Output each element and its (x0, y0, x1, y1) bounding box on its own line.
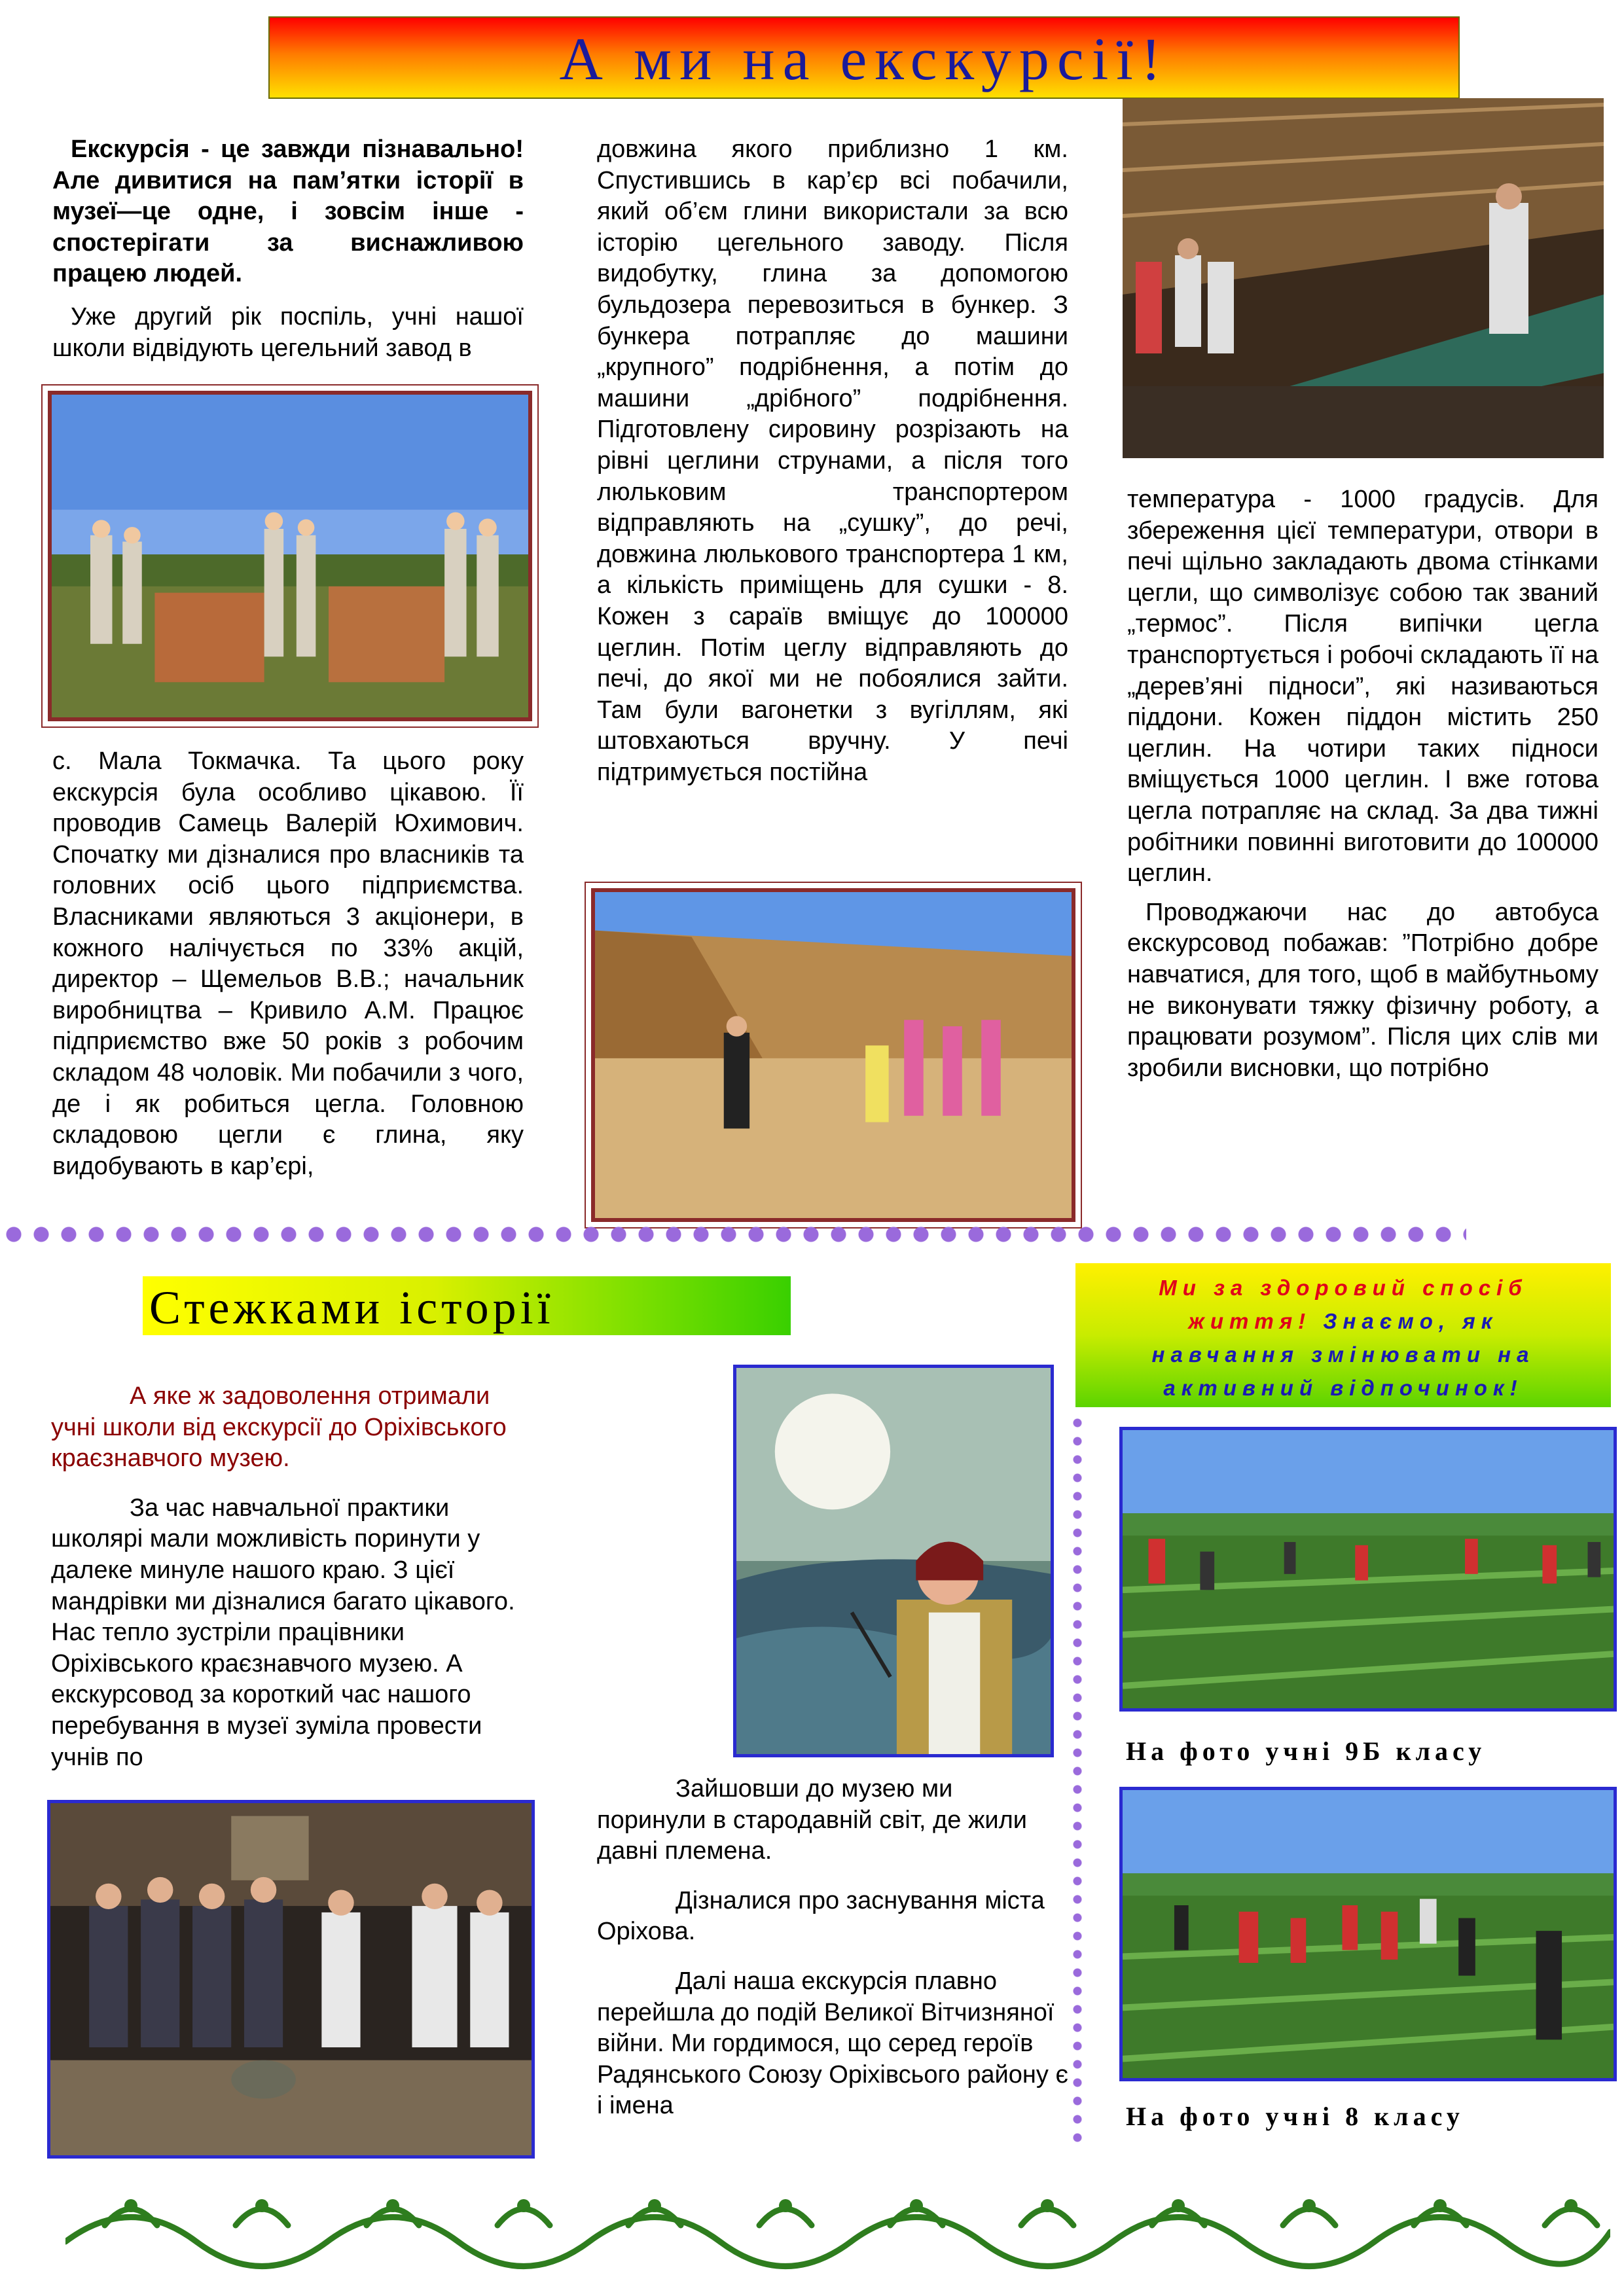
students-bricks-image (52, 395, 528, 717)
banner-text-red: життя! (1188, 1309, 1312, 1333)
banner-line (1075, 1371, 1611, 1405)
article-headline (268, 16, 1460, 99)
factory-interior-image (1123, 98, 1604, 458)
banner-text-blue: Знаємо, як (1323, 1309, 1498, 1333)
museum-guide-image (736, 1368, 1051, 1754)
article2-paragraph: Зайшовши до музею ми поринули в стародавній світ, де жили давні племена. (597, 1775, 1028, 1865)
photo-caption: На фото учні 9Б класу (1126, 1736, 1487, 1766)
field-work-image-2 (1123, 1790, 1614, 2078)
healthy-lifestyle-banner (1075, 1263, 1611, 1407)
field-work-image-1 (1123, 1430, 1614, 1708)
article1-column2 (597, 134, 1068, 788)
article2-lead: А яке ж задоволення отримали учні школи від екскурсії до Оріхівського краєзнавчого музею. (51, 1382, 507, 1473)
article2-paragraph: За час навчальної практики школярі мали можливість поринути у далеке минуле нашого краю. З цієї мандрівки ми дізналися багато цікавого. Нас тепло зустріли працівники Оріхівського краєзнавчого музею. А екскурсовод за короткий час нашого перебування в музеї зуміла провести учнів по (51, 1494, 515, 1771)
section-headline-text: Стежками історії (149, 1282, 554, 1334)
vertical-dotted-divider (1068, 1414, 1087, 2147)
section-headline (143, 1276, 791, 1335)
photo-caption: На фото учні 8 класу (1126, 2102, 1464, 2131)
article1-paragraph: с. Мала Токмачка. Та цього року екскурсія була особливо цікавою. Її проводив Самець Валерій Юхимович. Спочатку ми дізналися про власників та головних осіб цього підприємства. Власниками являються 3 акціонери, в кожного налічується по 33% акцій, директор – Щемельов В.В.; начальник виробництва – Кривило А.М. Працює підприємство вже 50 років з робочим складом 48 чоловік. Ми побачили з чого, де і як робиться цегла. Головною складовою цегли є глина, яку видобувають в кар’єрі, (52, 747, 524, 1180)
article1-paragraph: Проводжаючи нас до автобуса екскурсовод побажав: ”Потрібно добре навчатися, для того, щоб в майбутньому не виконувати тяжку фізичну роботу, а працювати розумом”. Після цих слів ми зробили висновки, що потрібно (1127, 898, 1598, 1082)
article-headline-text: А ми на екскурсії! (559, 26, 1169, 92)
banner-line (1075, 1271, 1611, 1304)
article1-column1-bottom (52, 746, 524, 1182)
banner-line (1075, 1338, 1611, 1371)
banner-text-blue: активний відпочинок! (1163, 1376, 1523, 1400)
article1-paragraph: довжина якого приблизно 1 км. Спустившись в кар’єр всі побачили, який об’єм глини використали за всю історію цегельного заводу. Після видобутку, глина за допомогою бульдозера перевозиться в бункер. З бункера потрапляє до машини „крупного” подрібнення, а потім до машини „дрібного” подрібнення. Підготовлену сировину розрізають на рівні цеглини струнами, а після того люльковим транспортером відправляють на „сушку”, до речі, довжина люлькового транспортера 1 км, а кількість приміщень для сушки - 8. Кожен з сараїв вміщує до 100000 цеглин. Потім цеглу відправляють до печі, до якої ми не побоялися зайти. Там були вагонетки з вугіллям, які штовхаються вручну. У печі підтримується постійна (597, 135, 1068, 786)
article1-intro: Екскурсія - це завжди пізнавально! Але дивитися на пам’ятки історії в музеї—це одне, і зовсім інше - спостерігати за виснажливою працею людей. (52, 135, 524, 288)
article1-column3 (1127, 484, 1598, 1084)
banner-text-red: Ми за здоровий спосіб (1159, 1276, 1528, 1300)
field-work-photo-1 (1119, 1427, 1617, 1712)
factory-interior-photo (1123, 98, 1604, 458)
decorative-ornament-border (65, 2179, 1610, 2271)
floral-ornament-icon (65, 2179, 1610, 2271)
article1-column1-top (52, 134, 524, 364)
museum-group-image (50, 1803, 532, 2155)
quarry-image (595, 892, 1072, 1218)
article1-paragraph: температура - 1000 градусів. Для збереження цієї температури, отвори в печі щільно закладають двома стінками цегли, що символізує собою так званий „термос”. Після випічки цегла транспортується і робочі складають її на „дерев’яні підноси”, які називаються піддони. Кожен піддон містить 250 цеглин. На чотири таких підноси вміщується 1000 цеглин. І вже готова цегла потрапляє на склад. За два тижні робітники повинні виготовити до 100000 цеглин. (1127, 486, 1598, 888)
article2-column2 (597, 1774, 1068, 2122)
article2-paragraph: Дізналися про заснування міста Оріхова. (597, 1886, 1045, 1946)
article1-paragraph: Уже другий рік поспіль, учні нашої школи відвідують цегельний завод в (52, 302, 524, 362)
article2-paragraph: Далі наша екскурсія плавно перейшла до подій Великої Вітчизняної війни. Ми гордимося, що серед героїв Радянського Союзу Оріхівсього району є і імена (597, 1967, 1068, 2120)
students-bricks-photo (48, 391, 532, 721)
quarry-photo (591, 888, 1075, 1222)
banner-line (1075, 1304, 1611, 1338)
dotted-divider (0, 1225, 1466, 1244)
field-work-photo-2 (1119, 1787, 1617, 2081)
museum-group-photo (47, 1800, 535, 2159)
banner-text-blue: навчання змінювати на (1151, 1342, 1535, 1367)
museum-guide-photo (733, 1365, 1054, 1757)
article2-column1 (51, 1381, 535, 1773)
